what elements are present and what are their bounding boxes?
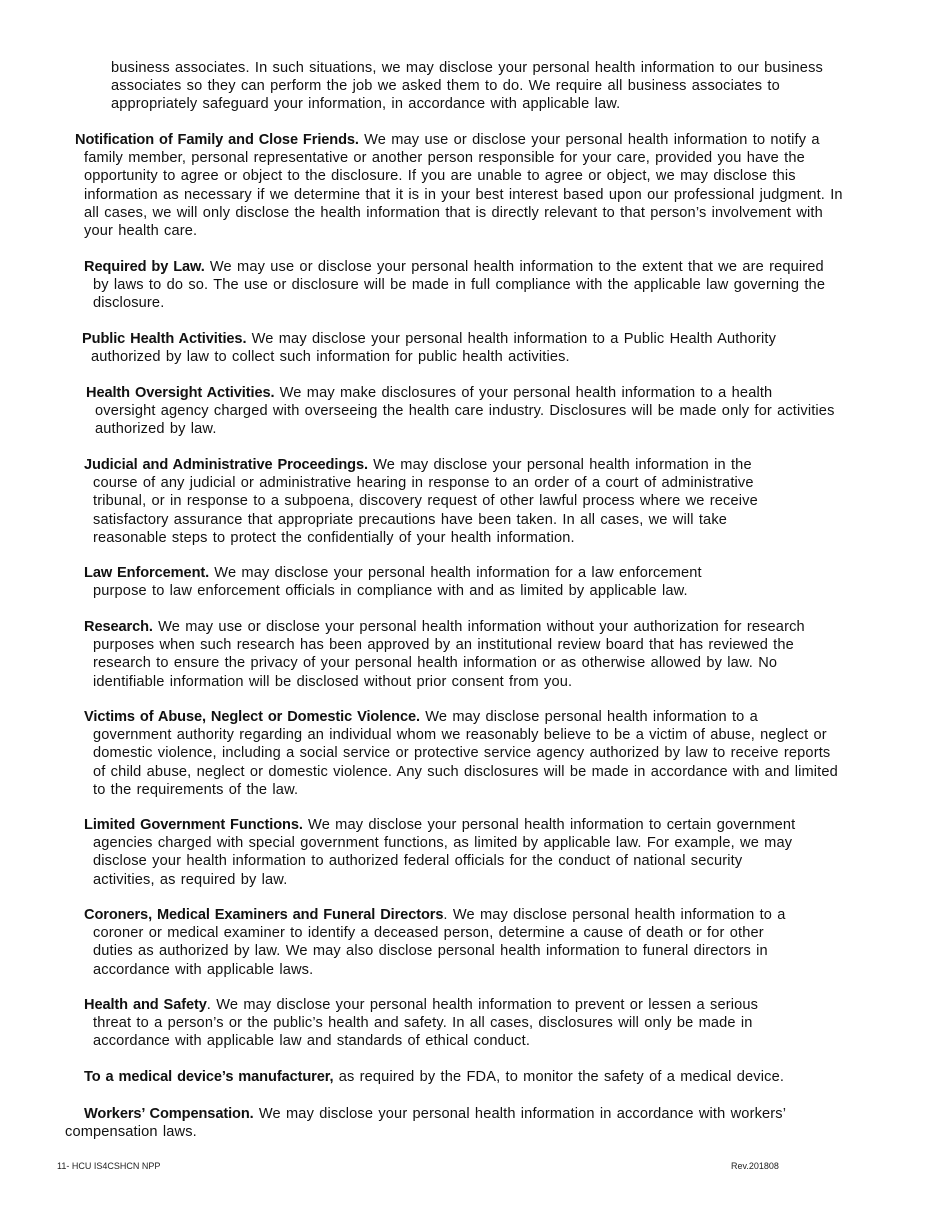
paragraph-law-enforcement: Law Enforcement. We may disclose your personal health information for a law enforcement purpose to law enforcement officials in compliance with and as limited by applicable law. [84,565,702,600]
paragraph-required-by-law: Required by Law. We may use or disclose your personal health information to the extent that we are required by laws to do so. The use or disclosure will be made in full compliance with the applicable law governing the disclosure. [84,259,826,312]
section-heading: Research. [84,619,153,635]
section-heading: Victims of Abuse, Neglect or Domestic Violence. [84,709,420,725]
paragraph-workers-compensation: Workers’ Compensation. We may disclose your personal health information in accordance with workers’ compensation laws. [65,1106,786,1141]
paragraph-health-and-safety: Health and Safety. We may disclose your personal health information to prevent or lessen a serious threat to a person’s or the public’s health and safety. In all cases, disclosures will only be made in accordance with applicable law and standards of ethical conduct. [84,997,759,1050]
section-heading: Limited Government Functions. [84,817,303,833]
footer-revision: Rev.201808 [731,1161,779,1171]
paragraph-limited-government: Limited Government Functions. We may disclose your personal health information to certain government agencies charged with special government functions, as limited by applicable law. For example, we may disclose your health information to authorized federal officials for the conduct of national security activities, as required by law. [84,817,796,888]
paragraph-business-associates: business associates. In such situations, we may disclose your personal health information to our business associates so they can perform the job we asked them to do. We require all business associates to appropriately safeguard your information, in accordance with applicable law. [111,60,823,113]
section-heading: Law Enforcement. [84,565,210,581]
paragraph-victims-of-abuse: Victims of Abuse, Neglect or Domestic Violence. We may disclose personal health information to a government authority regarding an individual whom we reasonably believe to be a victim of abuse, neglect or domestic violence, including a social service or protective service agency authorized by law to receive reports of child abuse, neglect or domestic violence. Any such disclosures will be made in accordance with and limited to the requirements of the law. [84,709,838,798]
paragraph-medical-device: To a medical device’s manufacturer, as required by the FDA, to monitor the safety of a medical device. [84,1069,785,1085]
paragraph-notification-family: Notification of Family and Close Friends. We may use or disclose your personal health information to notify a family member, personal representative or another person responsible for your care, provided you have the opportunity to agree or object to the disclosure. If you are unable to agree or object, we may disclose this information as necessary if we determine that it is in your best interest based upon our professional judgment. In all cases, we will only disclose the health information that is directly relevant to that person’s involvement with your health care. [75,132,843,240]
section-heading: Public Health Activities. [82,331,247,347]
section-heading: To a medical device’s manufacturer, [84,1069,334,1085]
paragraph-public-health: Public Health Activities. We may disclose your personal health information to a Public Health Authority authorized by law to collect such information for public health activities. [82,331,777,366]
paragraph-coroners: Coroners, Medical Examiners and Funeral Directors. We may disclose personal health information to a coroner or medical examiner to identify a deceased person, determine a cause of death or for other duties as authorized by law. We may also disclose personal health information to funeral directors in accordance with applicable laws. [84,907,786,978]
section-heading: Health Oversight Activities. [86,385,275,401]
paragraph-research: Research. We may use or disclose your personal health information without your authorization for research purposes when such research has been approved by an institutional review board that has reviewed the research to ensure the privacy of your personal health information or as otherwise allowed by law. No identifiable information will be disclosed without prior consent from you. [84,619,805,690]
section-heading: Required by Law. [84,259,205,275]
footer-document-id: 11- HCU IS4CSHCN NPP [57,1161,161,1171]
section-heading: Coroners, Medical Examiners and Funeral Directors [84,907,444,923]
section-heading: Judicial and Administrative Proceedings. [84,457,368,473]
section-heading: Health and Safety [84,997,207,1013]
section-heading: Notification of Family and Close Friends. [75,132,359,148]
section-heading: Workers’ Compensation. [84,1106,254,1122]
paragraph-health-oversight: Health Oversight Activities. We may make disclosures of your personal health information to a health oversight agency charged with overseeing the health care industry. Disclosures will be made only for activities authorized by law. [86,385,835,438]
paragraph-judicial-proceedings: Judicial and Administrative Proceedings. We may disclose your personal health information in the course of any judicial or administrative hearing in response to an order of a court of administrative tribunal, or in response to a subpoena, discovery request of other lawful process where we receive satisfactory assurance that appropriate precautions have been taken. In all cases, we will take reasonable steps to protect the confidentially of your health information. [84,457,758,546]
